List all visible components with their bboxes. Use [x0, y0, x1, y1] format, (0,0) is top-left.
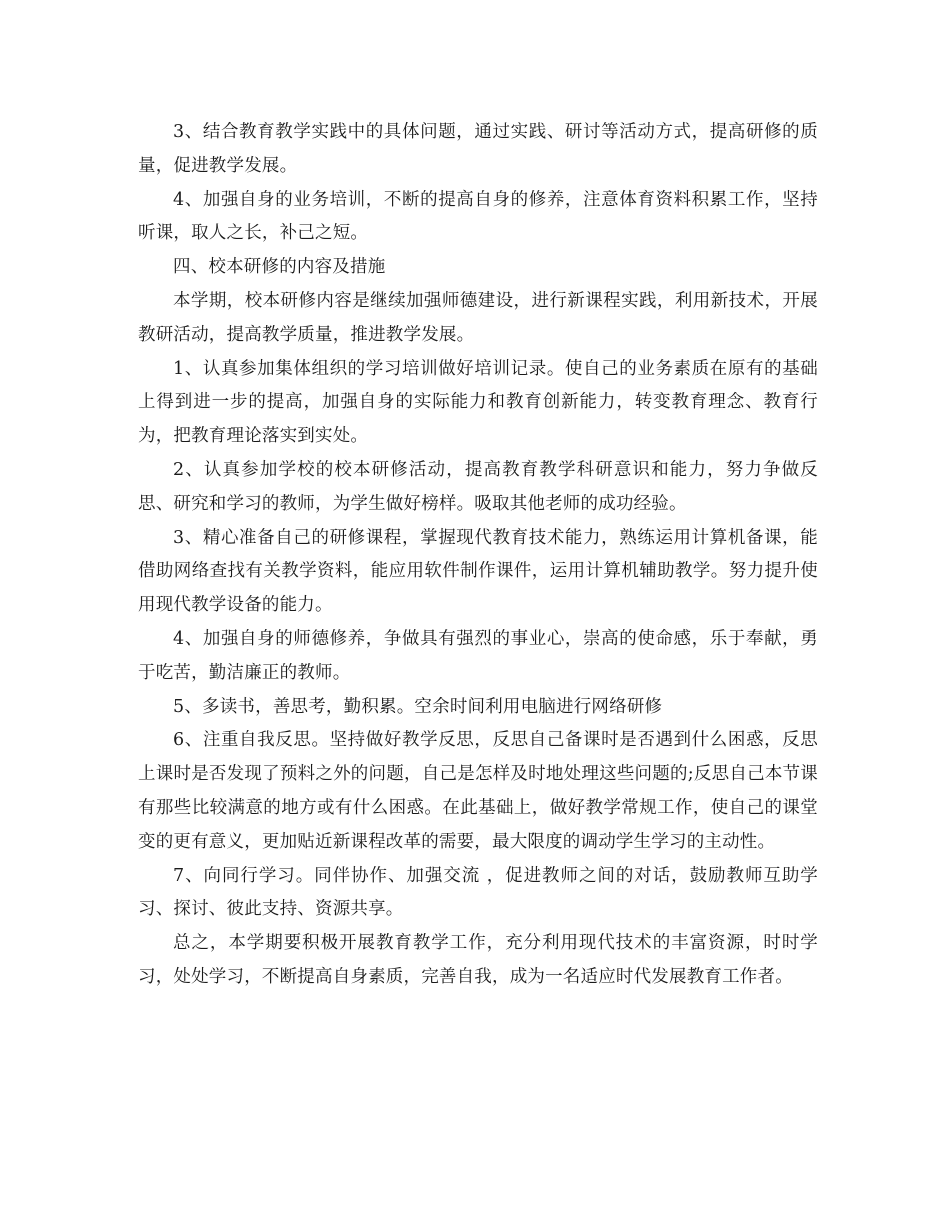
paragraph-measure-3: 3、精心准备自己的研修课程，掌握现代教育技术能力，熟练运用计算机备课，能借助网络查找有关教学资料，能应用软件制作课件，运用计算机辅助教学。努力提升使用现代教学设备的能力。	[138, 527, 818, 616]
paragraph-conclusion: 总之，本学期要积极开展教育教学工作，充分利用现代技术的丰富资源，时时学习，处处学习，不断提高自身素质，完善自我，成为一名适应时代发展教育工作者。	[138, 933, 818, 987]
paragraph-measure-4: 4、加强自身的师德修养，争做具有强烈的事业心，崇高的使命感，乐于奉献，勇于吃苦，勤洁廉正的教师。	[138, 628, 818, 683]
paragraph-professional-training: 4、加强自身的业务培训，不断的提高自身的修养，注意体育资料积累工作，坚持听课，取人之长，补己之短。	[138, 189, 818, 244]
section-heading-content-measures: 四、校本研修的内容及措施	[173, 257, 386, 278]
paragraph-measure-6: 6、注重自我反思。坚持做好教学反思，反思自己备课时是否遇到什么困惑，反思上课时是否发现了预料之外的问题，自己是怎样及时地处理这些问题的;反思自己本节课有那些比较满意的地方或有什么困惑。在此基础上，做好教学常规工作，使自己的课堂变的更有意义，更加贴近新课程改革的需要，最大限度的调动学生学习的主动性。	[138, 730, 818, 852]
paragraph-practice-problems: 3、结合教育教学实践中的具体问题，通过实践、研讨等活动方式，提高研修的质量，促进教学发展。	[138, 122, 818, 176]
paragraph-measure-2: 2、认真参加学校的校本研修活动，提高教育教学科研意识和能力，努力争做反思、研究和学习的教师，为学生做好榜样。吸取其他老师的成功经验。	[138, 459, 818, 514]
paragraph-measure-7: 7、向同行学习。同伴协作、加强交流 ，促进教师之间的对话，鼓励教师互助学习、探讨、彼此支持、资源共享。	[138, 865, 818, 920]
paragraph-semester-intro: 本学期，校本研修内容是继续加强师德建设，进行新课程实践，利用新技术，开展教研活动，提高教学质量，推进教学发展。	[138, 290, 818, 345]
paragraph-measure-1: 1、认真参加集体组织的学习培训做好培训记录。使自己的业务素质在原有的基础上得到进一步的提高，加强自身的实际能力和教育创新能力，转变教育理念、教育行为，把教育理论落实到实处。	[138, 358, 818, 447]
document-page	[138, 116, 818, 995]
paragraph-measure-5: 5、多读书，善思考，勤积累。空余时间利用电脑进行网络研修	[173, 696, 663, 717]
